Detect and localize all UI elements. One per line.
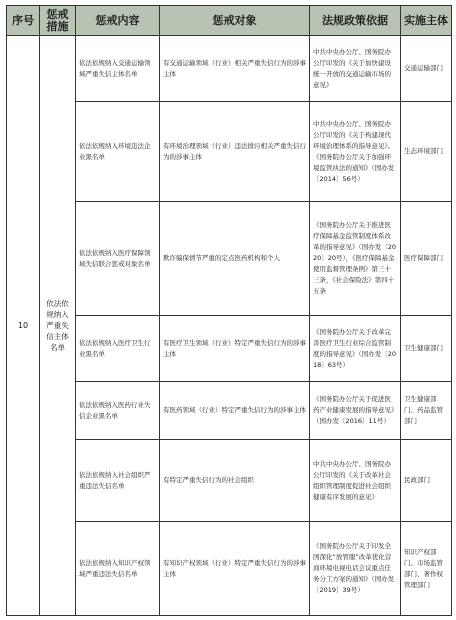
basis-cell: 中共中央办公厅、国务院办公厅印发的《关于构建现代环境治理体系的指导意见》。《国务院办公厅关于加强环境监管执法的通知》（国办发〔2014〕56号） — [310, 102, 401, 202]
entity-cell: 生态环境部门 — [401, 102, 452, 202]
content-cell: 依法依规纳入医疗保障领域失信联合惩戒对象名单 — [76, 202, 160, 316]
object-cell: 有知识产权领域（行业）特定严重失信行为的涉事主体 — [160, 522, 310, 616]
header-basis: 法规政策依据 — [310, 6, 401, 36]
basis-cell: 《国务院办公厅关于促进医药产业健康发展的指导意见》（国办发〔2016〕11号） — [310, 382, 401, 440]
header-entity: 实施主体 — [401, 6, 452, 36]
object-cell: 有医药领域（行业）特定严重失信行为的涉事主体 — [160, 382, 310, 440]
measure-cell: 依法依规纳入严重失信主体名单 — [40, 36, 76, 616]
basis-cell: 《国务院办公厅关于推进医疗保障基金监管制度体系改革的指导意见》（国办发〔2020〕20号），《医疗保障基金使用监督管理条例》第三十三条，《社会保险法》第四十五条 — [310, 202, 401, 316]
credit-punishment-table — [6, 5, 452, 616]
basis-cell: 《国务院办公厅关于改革完善医疗卫生行业综合监管制度的指导意见》（国办发〔2018〕63号） — [310, 316, 401, 382]
object-cell: 有医疗卫生领域（行业）特定严重失信行为的涉事主体 — [160, 316, 310, 382]
page — [6, 5, 452, 616]
table-row — [7, 36, 452, 102]
header-object: 惩戒对象 — [160, 6, 310, 36]
table-header-row — [7, 6, 452, 36]
header-content: 惩戒内容 — [76, 6, 160, 36]
basis-cell: 中共中央办公厅、国务院办公厅印发的《关于改革社会组织管理制度促进社会组织健康有序发展的意见》 — [310, 440, 401, 522]
entity-cell: 卫生健康部门、药品监管部门 — [401, 382, 452, 440]
basis-cell: 中共中央办公厅、国务院办公厅印发的《关于加快建设统一开放的交通运输市场的意见》 — [310, 36, 401, 102]
seq-cell: 10 — [7, 36, 40, 616]
object-cell: 有环境治理领域（行业）违法排污相关严重失信行为的涉事主体 — [160, 102, 310, 202]
object-cell: 有特定严重失信行为的社会组织 — [160, 440, 310, 522]
content-cell: 依法依规纳入环境违法企业黑名单 — [76, 102, 160, 202]
object-cell: 欺诈骗保情节严重的定点医药机构和个人 — [160, 202, 310, 316]
entity-cell: 民政部门 — [401, 440, 452, 522]
content-cell: 依法依规纳入医疗卫生行业黑名单 — [76, 316, 160, 382]
content-cell: 依法依规纳入知识产权领域严重违法失信名单 — [76, 522, 160, 616]
basis-cell: 《国务院办公厅关于印发全国深化“放管服”改革优化营商环境电视电话会议重点任务分工方案的通知》（国办发〔2019〕39号） — [310, 522, 401, 616]
entity-cell: 知识产权部门、市场监管部门、著作权管理部门 — [401, 522, 452, 616]
entity-cell: 交通运输部门 — [401, 36, 452, 102]
object-cell: 有交通运输领域（行业）相关严重失信行为的涉事主体 — [160, 36, 310, 102]
header-seq: 序号 — [7, 6, 40, 36]
content-cell: 依法依规纳入交通运输领域严重失信主体名单 — [76, 36, 160, 102]
content-cell: 依法依规纳入社会组织严重违法失信名单 — [76, 440, 160, 522]
entity-cell: 医疗保障部门 — [401, 202, 452, 316]
entity-cell: 卫生健康部门 — [401, 316, 452, 382]
header-measure: 惩戒措施 — [40, 6, 76, 36]
content-cell: 依法依规纳入医药行业失信企业黑名单 — [76, 382, 160, 440]
